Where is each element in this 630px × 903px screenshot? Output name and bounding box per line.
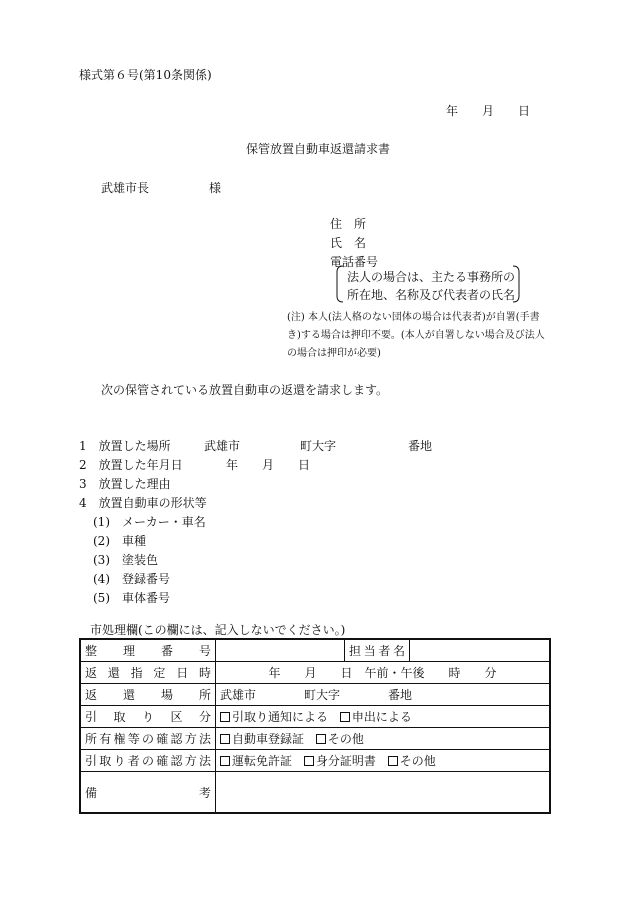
table-row: [80, 728, 550, 750]
return-place-value: 武雄市 町大字 番地: [216, 684, 551, 706]
receiver-check-options: [216, 750, 551, 772]
option-label: 運転免許証: [232, 754, 293, 768]
checkbox[interactable]: [388, 756, 398, 766]
address-label: 住 所: [330, 217, 367, 231]
item-4-sub-3: (3) 塗装色: [93, 553, 158, 567]
addressee: 武雄市長 様: [101, 181, 222, 195]
item-4-sub-2: (2) 車種: [93, 534, 146, 548]
table-row: [80, 662, 550, 684]
checkbox[interactable]: [220, 734, 230, 744]
option-label: 引取り通知による: [232, 710, 329, 724]
seal-note-line-2: き)する場合は押印不要。(本人が自署しない場合及び法人: [287, 330, 545, 341]
checkbox[interactable]: [220, 756, 230, 766]
item-1-value: 武雄市 町大字 番地: [204, 439, 433, 453]
receiver-check-label: 引取り者の確認方法: [80, 750, 216, 772]
return-place-label: 返還場所: [80, 684, 216, 706]
checkbox[interactable]: [340, 712, 350, 722]
item-4-label: 4 放置自動車の形状等: [79, 496, 207, 510]
return-datetime-label: 返還指定日時: [80, 662, 216, 684]
return-datetime-value: 年 月 日 午前・午後 時 分: [216, 662, 551, 684]
name-label: 氏 名: [330, 236, 367, 250]
checkbox[interactable]: [316, 734, 326, 744]
seal-note-line-3: の場合は押印が必要): [287, 348, 381, 359]
ref-number-cell: [216, 639, 345, 662]
option-label: 身分証明書: [315, 754, 376, 768]
staff-name-label: 担当者名: [345, 639, 410, 662]
table-row: [80, 706, 550, 728]
option-label: 申出による: [351, 710, 412, 724]
staff-name-cell: [410, 639, 551, 662]
option-label: 自動車登録証: [232, 732, 305, 746]
option-label: その他: [327, 732, 364, 746]
table-row: [80, 772, 550, 814]
ownership-check-options: [216, 728, 551, 750]
date-line: 年 月 日: [446, 104, 531, 118]
corporate-note-line-1: 法人の場合は、主たる事務所の: [347, 270, 516, 284]
pickup-type-label: 引取り区分: [80, 706, 216, 728]
item-2-value: 年 月 日: [226, 458, 311, 472]
table-row: [80, 684, 550, 706]
table-row: [80, 750, 550, 772]
item-2-label: 2 放置した年月日: [79, 458, 183, 472]
remarks-cell: [216, 772, 551, 814]
form-number: 様式第６号(第10条関係): [79, 68, 212, 82]
phone-label: 電話番号: [330, 255, 379, 269]
item-4-sub-4: (4) 登録番号: [93, 572, 170, 586]
item-4-sub-5: (5) 車体番号: [93, 591, 170, 605]
ref-number-label: 整理番号: [80, 639, 216, 662]
checkbox[interactable]: [304, 756, 314, 766]
corporate-note-line-2: 所在地、名称及び代表者の氏名: [347, 288, 516, 302]
item-3-label: 3 放置した理由: [79, 477, 171, 491]
office-use-caption: 市処理欄(この欄には、記入しないでください。): [90, 623, 346, 637]
request-sentence: 次の保管されている放置自動車の返還を請求します。: [101, 383, 389, 397]
table-row: [80, 639, 550, 662]
item-4-sub-1: (1) メーカー・車名: [93, 515, 206, 529]
pickup-type-options: [216, 706, 551, 728]
office-use-table: [79, 638, 551, 814]
document-title: 保管放置自動車返還請求書: [246, 142, 391, 156]
ownership-check-label: 所有権等の確認方法: [80, 728, 216, 750]
checkbox[interactable]: [220, 712, 230, 722]
option-label: その他: [399, 754, 436, 768]
item-1-label: 1 放置した場所: [79, 439, 171, 453]
seal-note-line-1: (注) 本人(法人格のない団体の場合は代表者)が自署(手書: [287, 312, 540, 323]
remarks-label: 備考: [80, 772, 216, 814]
